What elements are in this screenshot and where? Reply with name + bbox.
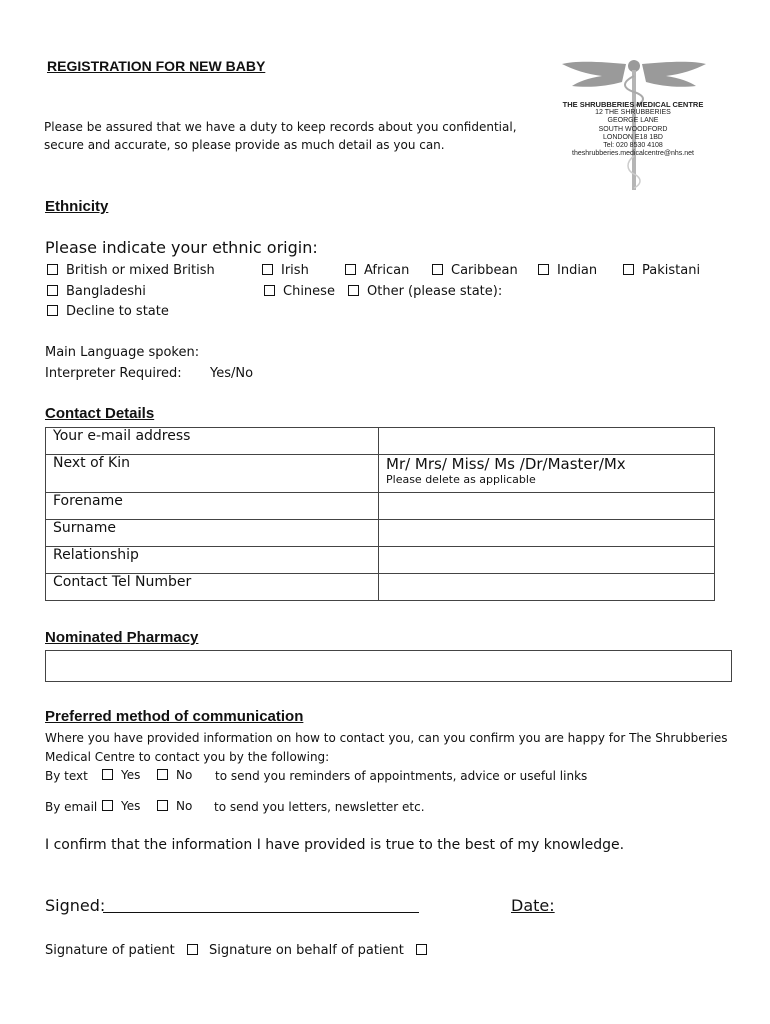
checkbox[interactable] [623, 264, 634, 275]
text-yes-option[interactable]: Yes [102, 768, 140, 782]
confirmation-text: I confirm that the information I have provided is true to the best of my knowledge. [45, 837, 625, 853]
interpreter-yes-no[interactable]: Yes/No [210, 366, 254, 381]
option-pakistani[interactable]: Pakistani [623, 263, 700, 278]
address-line-1: 12 THE SHRUBBERIES [595, 109, 671, 117]
checkbox[interactable] [432, 264, 443, 275]
ethnicity-heading: Ethnicity [45, 198, 109, 215]
signature-behalf-option[interactable]: Signature on behalf of patient [209, 943, 435, 958]
table-row [46, 547, 715, 574]
interpreter-label: Interpreter Required: [45, 366, 182, 381]
checkbox[interactable] [102, 769, 113, 780]
option-british[interactable]: British or mixed British [47, 263, 215, 278]
surname-field[interactable] [379, 520, 715, 547]
communication-heading: Preferred method of communication [45, 708, 304, 725]
checkbox[interactable] [348, 285, 359, 296]
communication-desc-1: Where you have provided information on how to contact you, can you confirm you are happy for The Shrubberies [45, 731, 728, 745]
checkbox[interactable] [538, 264, 549, 275]
kin-note: Please delete as applicable [386, 473, 536, 486]
forename-label: Forename [46, 493, 379, 520]
email-yes-option[interactable]: Yes [102, 799, 140, 813]
address-line-3: SOUTH WOODFORD [598, 125, 668, 133]
by-text-label: By text [45, 769, 88, 783]
checkbox[interactable] [187, 944, 198, 955]
checkbox[interactable] [47, 264, 58, 275]
text-no-option[interactable]: No [157, 768, 192, 782]
option-irish[interactable]: Irish [262, 263, 309, 278]
address-line-2: GEORGE LANE [607, 117, 659, 125]
contact-details-table [45, 427, 715, 601]
checkbox[interactable] [262, 264, 273, 275]
checkbox[interactable] [102, 800, 113, 811]
practice-email: theshrubberies.medicalcentre@nhs.net [572, 150, 694, 158]
signature-patient-option[interactable]: Signature of patient [45, 943, 206, 958]
email-label: Your e-mail address [46, 428, 379, 455]
signed-label: Signed: [45, 896, 106, 915]
intro-text [44, 118, 517, 154]
checkbox[interactable] [47, 305, 58, 316]
checkbox[interactable] [416, 944, 427, 955]
table-row [46, 574, 715, 601]
table-row [46, 428, 715, 455]
address-line-4: LONDON E18 1BD [603, 133, 663, 141]
table-row [46, 493, 715, 520]
option-decline[interactable]: Decline to state [47, 304, 169, 319]
date-label: Date: [511, 896, 555, 915]
surname-label: Surname [46, 520, 379, 547]
option-bangladeshi[interactable]: Bangladeshi [47, 284, 146, 299]
option-african[interactable]: African [345, 263, 409, 278]
relationship-label: Relationship [46, 547, 379, 574]
signature-line[interactable] [103, 912, 419, 913]
kin-title-field[interactable] [379, 455, 715, 493]
option-chinese[interactable]: Chinese [264, 284, 335, 299]
main-language-label: Main Language spoken: [45, 345, 200, 360]
checkbox[interactable] [157, 769, 168, 780]
text-purpose: to send you reminders of appointments, advice or useful links [215, 769, 588, 783]
kin-titles: Mr/ Mrs/ Miss/ Ms /Dr/Master/Mx [386, 455, 626, 473]
table-row [46, 455, 715, 493]
email-field[interactable] [379, 428, 715, 455]
email-purpose: to send you letters, newsletter etc. [214, 800, 425, 814]
practice-address [548, 101, 718, 158]
contact-tel-field[interactable] [379, 574, 715, 601]
contact-heading: Contact Details [45, 405, 155, 422]
option-caribbean[interactable]: Caribbean [432, 263, 518, 278]
table-row [46, 520, 715, 547]
option-other[interactable]: Other (please state): [348, 284, 502, 299]
email-no-option[interactable]: No [157, 799, 192, 813]
forename-field[interactable] [379, 493, 715, 520]
checkbox[interactable] [345, 264, 356, 275]
page-title: REGISTRATION FOR NEW BABY [47, 58, 266, 74]
checkbox[interactable] [47, 285, 58, 296]
option-indian[interactable]: Indian [538, 263, 597, 278]
practice-tel: Tel: 020 8530 4108 [603, 142, 663, 150]
next-of-kin-label: Next of Kin [46, 455, 379, 493]
ethnicity-prompt: Please indicate your ethnic origin: [45, 238, 318, 257]
contact-tel-label: Contact Tel Number [46, 574, 379, 601]
checkbox[interactable] [157, 800, 168, 811]
checkbox[interactable] [264, 285, 275, 296]
intro-line-2: secure and accurate, so please provide as much detail as you can. [44, 138, 445, 152]
intro-line-1: Please be assured that we have a duty to keep records about you confidential, [44, 120, 517, 134]
relationship-field[interactable] [379, 547, 715, 574]
communication-desc-2: Medical Centre to contact you by the following: [45, 750, 330, 764]
pharmacy-field[interactable] [45, 650, 732, 682]
pharmacy-heading: Nominated Pharmacy [45, 629, 199, 646]
by-email-label: By email [45, 800, 98, 814]
practice-name: THE SHRUBBERIES MEDICAL CENTRE [562, 100, 704, 109]
